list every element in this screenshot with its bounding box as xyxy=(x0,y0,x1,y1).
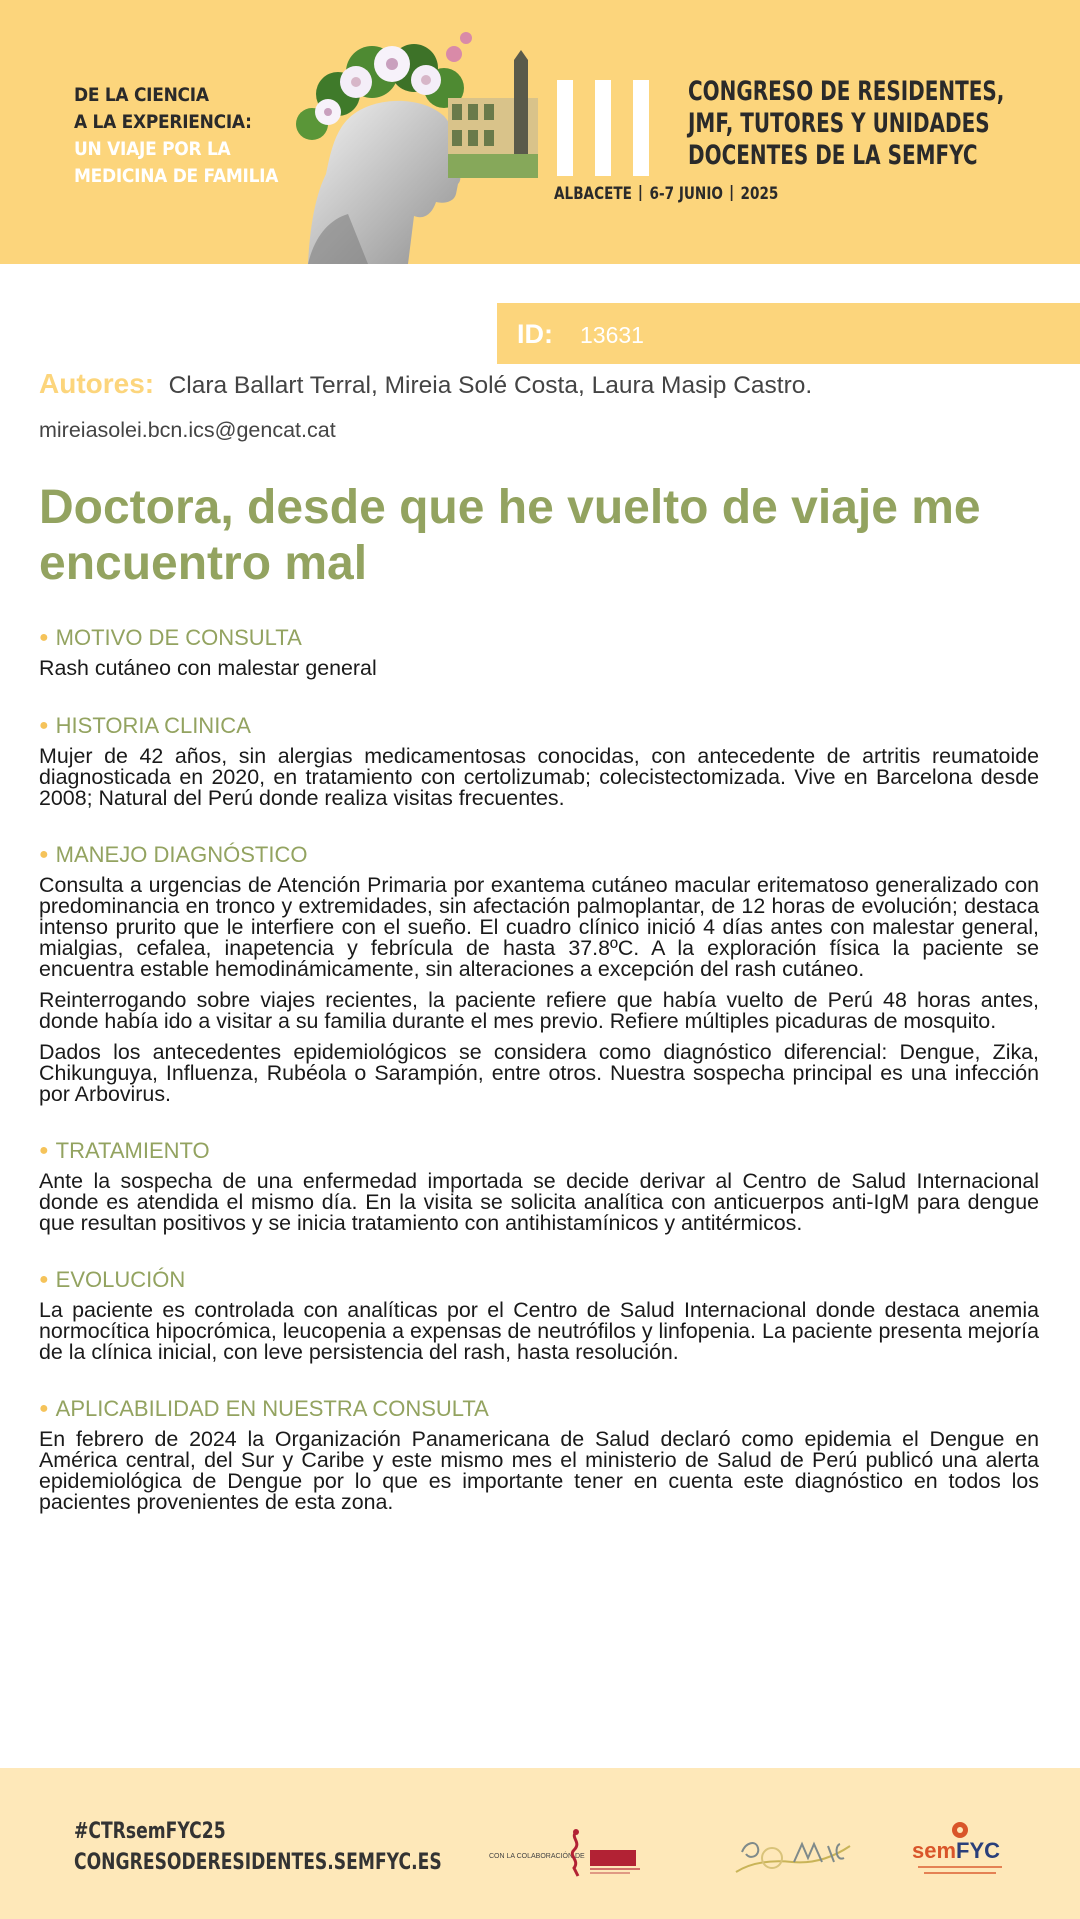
bullet-icon: ● xyxy=(39,629,49,646)
svg-text:FYC: FYC xyxy=(956,1838,1000,1863)
separator xyxy=(640,185,642,201)
section-manejo-diagnostico xyxy=(39,841,1039,1105)
section-paragraph: Reinterrogando sobre viajes recientes, la paciente refiere que había vuelto de Perú 48 horas antes, donde había ido a visitar a su familia durante el mes previo. Refiere múltiples picaduras de mosquito. xyxy=(39,988,1039,1033)
authors-label: Autores: xyxy=(39,368,155,399)
id-bar xyxy=(497,303,1080,364)
id-label: ID: xyxy=(517,319,553,349)
author-email: mireiasolei.bcn.ics@gencat.cat xyxy=(39,418,336,442)
tagline-line: DE LA CIENCIA xyxy=(74,85,209,106)
semfyc-logo-icon xyxy=(908,1820,1012,1884)
tagline-line: UN VIAJE POR LA xyxy=(74,139,231,160)
bullet-icon: ● xyxy=(39,1400,49,1417)
poster-title: Doctora, desde que he vuelto de viaje me encuentro mal xyxy=(39,481,981,590)
congress-city: ALBACETE xyxy=(554,184,632,204)
section-heading xyxy=(39,1137,1039,1165)
congress-year: 2025 xyxy=(740,184,779,204)
section-heading-text: APLICABILIDAD EN NUESTRA CONSULTA xyxy=(55,1396,489,1421)
building-illustration xyxy=(448,50,538,178)
section-paragraph: Consulta a urgencias de Atención Primaria por exantema cutáneo macular eritematoso generalizado con predominancia en tronco y extremidades, sin afectación palmoplantar, de 12 horas de evolución; destaca intenso prurito que le interfiere con el sueño. El cuadro clínico inició 4 días antes con malestar general, mialgias, cefalea, inapetencia y febrícula de hasta 37.8ºC. A la exploración física la paciente se encuentra estable hemodinámicamente, sin alteraciones a excepción del rash cutáneo. xyxy=(39,873,1039,981)
uclm-logo-icon xyxy=(562,1828,646,1880)
congress-title-line: CONGRESO DE RESIDENTES, xyxy=(688,76,1005,107)
congress-title xyxy=(688,76,1004,172)
header-banner xyxy=(0,0,1080,264)
section-heading xyxy=(39,1266,1039,1294)
poster-content xyxy=(39,624,1039,1545)
section-paragraph: Rash cutáneo con malestar general xyxy=(39,656,377,680)
section-heading xyxy=(39,624,1039,652)
section-historia-clinica xyxy=(39,712,1039,809)
congress-tagline xyxy=(74,82,278,190)
section-tratamiento xyxy=(39,1137,1039,1234)
sca-mfyc-logo-icon xyxy=(732,1832,854,1878)
section-evolucion xyxy=(39,1266,1039,1363)
bullet-icon: ● xyxy=(39,846,49,863)
section-heading xyxy=(39,712,1039,740)
section-aplicabilidad xyxy=(39,1395,1039,1513)
id-value: 13631 xyxy=(580,322,644,348)
section-paragraph: Mujer de 42 años, sin alergias medicamentosas conocidas, con antecedente de artritis reumatoide diagnosticada en 2020, en tratamiento con certolizumab; colecistectomizada. Vive en Barcelona desde 2008; Natural del Perú donde realiza visitas frecuentes. xyxy=(39,744,1039,810)
bullet-icon: ● xyxy=(39,717,49,734)
collaboration-label: CON LA COLABORACIÓN DE xyxy=(489,1853,585,1860)
section-heading-text: TRATAMIENTO xyxy=(55,1138,210,1163)
section-heading-text: EVOLUCIÓN xyxy=(55,1267,186,1292)
bullet-icon: ● xyxy=(39,1271,49,1288)
section-heading-text: MANEJO DIAGNÓSTICO xyxy=(55,842,308,867)
roman-numeral-three-icon xyxy=(557,80,663,176)
section-paragraph: Ante la sospecha de una enfermedad importada se decide derivar al Centro de Salud Internacional donde es atendida el mismo día. En la visita se solicita analítica con anticuerpos anti-IgM para dengue que resultan positivos y se inicia tratamiento con antihistamínicos y antitérmicos. xyxy=(39,1169,1039,1235)
footer-hashtag-block xyxy=(74,1816,442,1878)
tagline-line: MEDICINA DE FAMILIA xyxy=(74,166,279,187)
section-paragraph: En febrero de 2024 la Organización Panamericana de Salud declaró como epidemia el Dengue en América central, del Sur y Caribe y este mismo mes el ministerio de Salud de Perú publicó una alerta epidemiológica de Dengue por lo que es importante tener en cuenta este diagnóstico en todos los pacientes provenientes de esta zona. xyxy=(39,1427,1039,1514)
congress-title-line: DOCENTES DE LA SEMFYC xyxy=(688,140,978,171)
section-heading xyxy=(39,841,1039,869)
section-motivo-consulta xyxy=(39,624,1039,679)
footer-website[interactable]: CONGRESODERESIDENTES.SEMFYC.ES xyxy=(74,1850,442,1875)
congress-title-line: JMF, TUTORES Y UNIDADES xyxy=(688,108,990,139)
section-heading-text: HISTORIA CLINICA xyxy=(55,713,251,738)
section-heading xyxy=(39,1395,1039,1423)
congress-dates: 6-7 JUNIO xyxy=(649,184,723,204)
authors-names: Clara Ballart Terral, Mireia Solé Costa, Laura Masip Castro. xyxy=(168,372,813,399)
bullet-icon: ● xyxy=(39,1142,49,1159)
authors-line xyxy=(39,368,812,400)
congress-place-date xyxy=(554,184,786,204)
tagline-line: A LA EXPERIENCIA: xyxy=(74,112,252,133)
section-paragraph: Dados los antecedentes epidemiológicos se considera como diagnóstico diferencial: Dengue, Zika, Chikunguya, Influenza, Rubéola o Sarampión, entre otros. Nuestra sospecha principal es una infección por Arbovirus. xyxy=(39,1040,1039,1106)
separator xyxy=(731,185,733,201)
section-paragraph: La paciente es controlada con analíticas por el Centro de Salud Internacional donde destaca anemia normocítica hipocrómica, leucopenia a expensas de neutrófilos y linfopenia. La paciente presenta mejoría de la clínica inicial, con leve persistencia del rash, hasta resolución. xyxy=(39,1298,1040,1364)
footer-hashtag: #CTRsemFYC25 xyxy=(74,1819,226,1844)
section-heading-text: MOTIVO DE CONSULTA xyxy=(55,625,302,650)
svg-text:sem: sem xyxy=(912,1838,957,1863)
